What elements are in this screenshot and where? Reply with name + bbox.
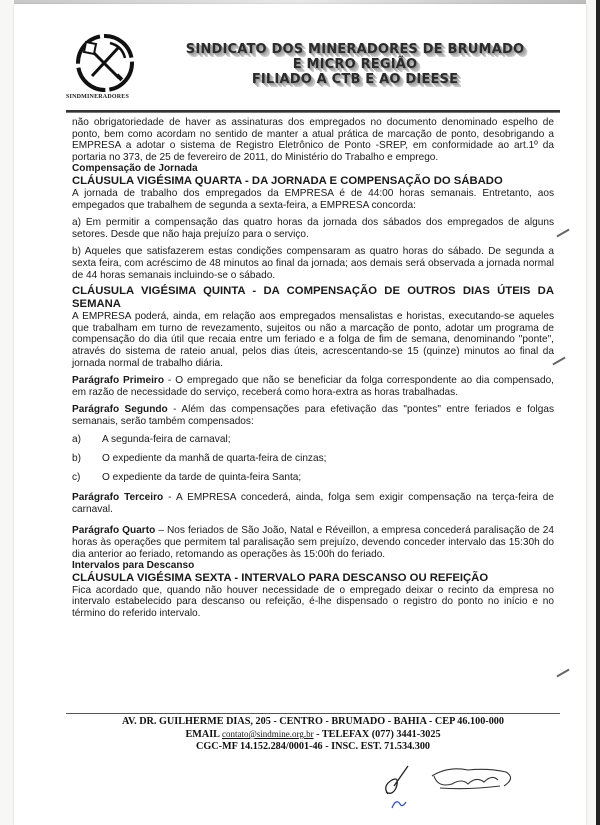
telefax: - TELEFAX (077) 3441-3025 [313, 729, 441, 740]
paragraph-label: Parágrafo Quarto [72, 525, 156, 537]
document-body [72, 117, 554, 620]
title-line-3: FILIADO A CTB E AO DIEESE [251, 72, 459, 87]
header-divider [66, 110, 560, 113]
title-line-1: SINDICATO DOS MINERADORES DE BRUMADO [185, 42, 525, 57]
list-item [72, 453, 554, 465]
clause-24-item-b: b) Aqueles que satisfazerem estas condições compensaram as quatro horas do sábado. De segunda a sexta feira, com acréscimo de 48 minutos ao final da jornada; aos demais será observada a jornada normal de 44 horas semanais incluindo-se o sábado. [72, 246, 554, 281]
list-text: O expediente da manhã de quarta-feira de cinzas; [102, 453, 327, 465]
clause-24-title: CLÁUSULA VIGÉSIMA QUARTA - DA JORNADA E COMPENSAÇÃO DO SÁBADO [72, 174, 503, 187]
email-link[interactable]: contato@sindmine.org.br [221, 729, 314, 739]
initials-signature-icon [380, 762, 420, 812]
list-label: c) [72, 471, 81, 483]
clause-25-paragraph: A EMPRESA poderá, ainda, em relação aos empregados mensalistas e horistas, executando-se aqueles que trabalham em turno de revezamento, sujeitos ou não a marcação de ponto, adotar um programa de compensação do dia útil que recaia entre um feriado e a folga de fim de semana, denominando "ponte", através do sistema de rateio anual, pelos dias úteis, acrescentando-se 15 (quinze) minutos ao final da jornada normal de trabalho diária. [72, 311, 554, 369]
section-heading-compensacao: Compensação de Jornada [72, 163, 198, 175]
paragraph-terceiro [72, 492, 554, 515]
footer-registry: CGC-MF 14.152.284/0001-46 - INSC. EST. 71.534.300 [195, 741, 431, 752]
clause-24-paragraph: A jornada de trabalho dos empregados da EMPRESA é de 44:00 horas semanais. Entretanto, aos empegados que trabalhem de segunda a sexta-feira, a EMPRESA concorda: [72, 187, 554, 211]
scan-right-edge [596, 0, 600, 825]
list-label: b) [72, 453, 81, 465]
list-item [72, 472, 554, 484]
logo-label: SINDMINERADORES [66, 94, 130, 100]
letterhead [60, 24, 560, 106]
paragraph-label: Parágrafo Segundo [72, 404, 168, 416]
list-label: a) [72, 434, 81, 446]
list-text: A segunda-feira de carnaval; [102, 434, 231, 446]
intro-paragraph: não obrigatoriedade de haver as assinaturas dos empregados no documento denominado espelho de ponto, bem como acordam no sentido de manter a atual prática de marcação de ponto, desobrigando a EMPRESA a adotar o sistema de Registro Eletrônico de Ponto -SREP, em conformidade ao art.1º da portaria no 373, de 25 de fevereiro de 2011, do Ministério do Trabalho e emprego. [72, 117, 554, 163]
list-item [72, 434, 554, 446]
letterhead-footer [66, 716, 560, 753]
footer-divider [66, 713, 560, 714]
paragraph-segundo [72, 404, 554, 427]
paragraph-label: Parágrafo Primeiro [72, 375, 164, 387]
email-label: EMAIL [185, 729, 222, 740]
clause-26-title: CLÁUSULA VIGÉSIMA SEXTA - INTERVALO PARA DESCANSO OU REFEIÇÃO [72, 571, 489, 584]
pickaxe-shovel-logo-icon [74, 32, 136, 94]
clause-24-item-a: a) Em permitir a compensação das quatro horas da jornada dos sábados dos empregados de alguns setores. Desde que não haja prejuízo para o serviço. [72, 217, 554, 240]
paragraph-text: - O empregado que não se beneficiar da folga correspondente ao dia compensado, em razão de necessidade do serviço, receberá como hora-extra as horas trabalhadas. [72, 375, 554, 398]
clause-25-title: CLÁUSULA VIGÉSIMA QUINTA - DA COMPENSAÇÃO DE OUTROS DIAS ÚTEIS DA SEMANA [72, 285, 554, 311]
paragraph-quarto [72, 525, 554, 560]
clause-26-paragraph: Fica acordado que, quando não houver necessidade de o empregado deixar o recinto da empresa no intervalo estabelecido para descanso ou refeição, é-lhe dispensado o registro do ponto no início e no término do referido intervalo. [72, 584, 554, 619]
title-line-2: E MICRO REGIÃO [292, 57, 418, 72]
section-heading-intervalos: Intervalos para Descanso [72, 560, 195, 572]
paragraph-primeiro [72, 375, 554, 398]
list-text: O expediente da tarde de quinta-feira Santa; [102, 471, 302, 483]
paragraph-text: – Nos feriados de São João, Natal e Réveillon, a empresa concederá paralisação de 24 horas às operações que permitem tal paralisação sem prejuízo, devendo conceder intervalo das 15:30h do dia anterior ao feriado, retomando as operações às 15:00h do feriado. [72, 525, 554, 560]
paragraph-text: - Além das compensações para efetivação das "pontes" entre feriados e folgas semanais, serão também compensados: [72, 404, 555, 427]
union-title [150, 42, 560, 87]
paragraph-label: Parágrafo Terceiro [72, 492, 164, 504]
footer-contact [66, 728, 560, 741]
signature-icon [428, 764, 518, 794]
footer-address: AV. DR. GUILHERME DIAS, 205 - CENTRO - BRUMADO - BAHIA - CEP 46.100-000 [122, 716, 504, 727]
paragraph-text: - A EMPRESA concederá, ainda, folga sem exigir compensação na terça-feira de carnaval. [72, 492, 554, 515]
